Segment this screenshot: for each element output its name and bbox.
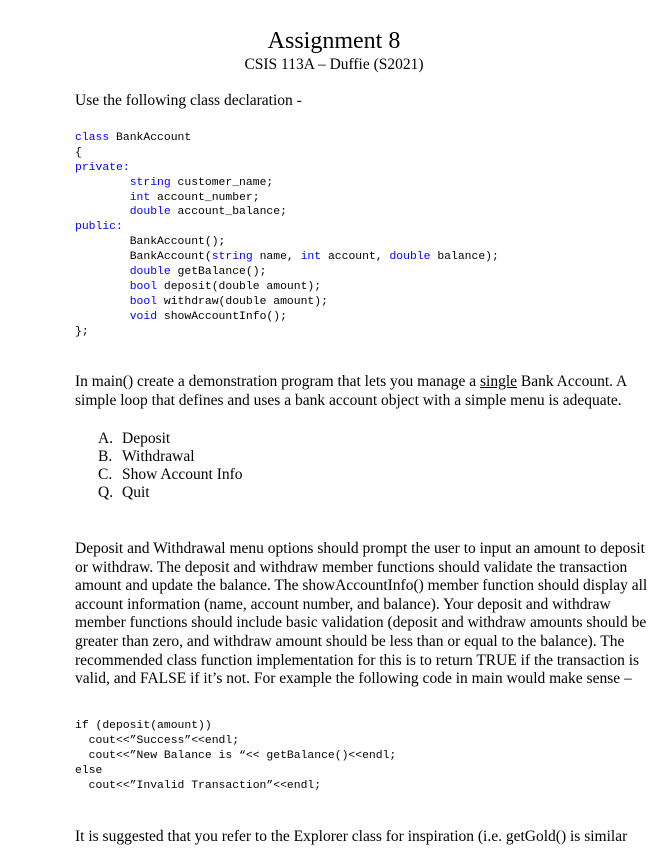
code-type: double — [129, 266, 171, 279]
code-member: balance); — [430, 251, 499, 264]
code-keyword-class: class — [75, 132, 110, 144]
code-type: double — [129, 206, 171, 219]
code-member: customer_name; — [170, 176, 274, 189]
list-label: Quit — [122, 484, 150, 501]
list-item — [98, 430, 243, 448]
code-line: private: — [75, 161, 130, 174]
code-line: cout<<”New Balance is “<< getBalance()<<endl; — [75, 749, 397, 762]
details-paragraph: Deposit and Withdrawal menu options should prompt the user to input an amount to deposit or withdraw. The deposit and withdraw member functions should validate the transaction amount and update the balance. The showAccountInfo() member function should display all account information (name, account number, and balance). Your deposit and withdraw member functions should include basic validation (deposit and withdraw amounts should be greater than zero, and withdraw amount should be less than or equal to the balance). The recommended class function implementation for this is to return TRUE if the transaction is valid, and FALSE if it’s not. For example the following code in main would make sense – — [75, 540, 648, 688]
code-member: name, — [252, 251, 301, 264]
list-label: Show Account Info — [122, 466, 243, 483]
intro-text: Use the following class declaration - — [75, 92, 302, 109]
menu-options-list — [98, 430, 243, 502]
list-label: Deposit — [122, 430, 171, 447]
code-line: else — [75, 764, 103, 777]
code-member: account, — [321, 251, 390, 264]
code-member: account_balance; — [170, 206, 287, 219]
code-type: string — [211, 251, 253, 264]
code-member: BankAccount(); — [129, 236, 226, 249]
list-item — [98, 466, 243, 484]
list-item — [98, 448, 243, 466]
code-member: account_number; — [150, 191, 260, 204]
code-type: double — [389, 251, 431, 264]
list-item — [98, 484, 243, 502]
code-line: public: — [75, 221, 123, 234]
code-type: string — [129, 176, 171, 189]
code-class-name: BankAccount — [116, 132, 192, 144]
code-type: bool — [129, 280, 158, 293]
main-instructions — [75, 373, 655, 410]
list-marker: B. — [98, 448, 113, 465]
code-member: deposit(double amount); — [157, 280, 322, 293]
final-paragraph: It is suggested that you refer to the Explorer class for inspiration (i.e. getGold() is similar — [75, 828, 628, 845]
main-instructions-text: In main() create a demonstration program that lets you manage a — [75, 373, 480, 390]
code-line: }; — [75, 325, 89, 338]
example-code — [75, 719, 396, 793]
code-member: getBalance(); — [170, 266, 267, 279]
emphasized-word: single — [480, 373, 518, 390]
code-line: if (deposit(amount)) — [75, 720, 212, 732]
code-type: void — [129, 310, 158, 323]
code-member: showAccountInfo(); — [157, 310, 287, 323]
code-type: int — [300, 251, 322, 264]
code-line: cout<<”Success”<<endl; — [75, 734, 240, 747]
code-type: int — [129, 191, 151, 204]
list-label: Withdrawal — [122, 448, 195, 465]
list-marker: Q. — [98, 484, 114, 501]
list-marker: C. — [98, 466, 113, 483]
page-title: Assignment 8 — [267, 28, 401, 54]
code-type: bool — [129, 295, 158, 308]
code-line: { — [75, 146, 82, 159]
course-subtitle: CSIS 113A – Duffie (S2021) — [244, 56, 424, 73]
class-declaration-code — [75, 131, 499, 339]
code-member: BankAccount( — [129, 251, 212, 264]
code-line: cout<<”Invalid Transaction”<<endl; — [75, 779, 322, 792]
list-marker: A. — [98, 430, 114, 447]
main-instructions-text: Bank Account. A simple loop that defines and uses a bank account object with a simple menu is adequate. — [75, 373, 627, 409]
code-member: withdraw(double amount); — [157, 295, 328, 308]
